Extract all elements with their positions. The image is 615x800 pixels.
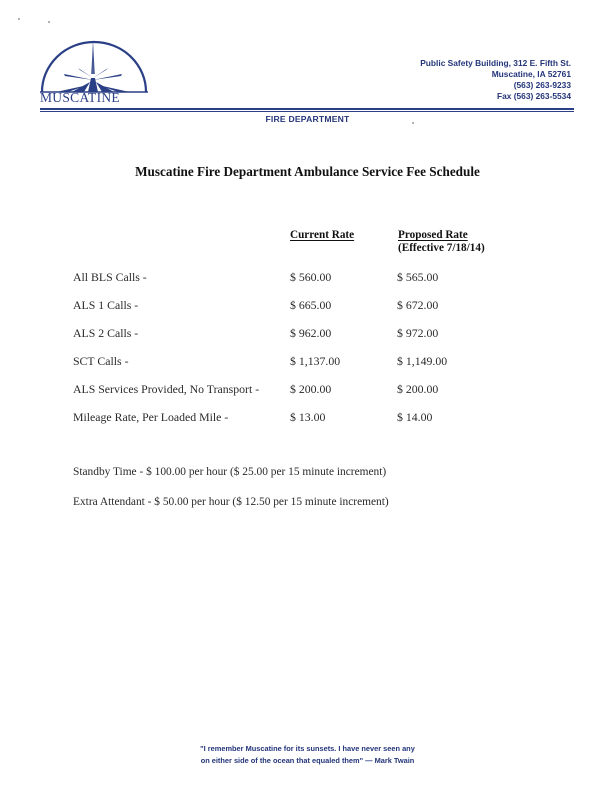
fee-label: ALS 2 Calls -	[73, 326, 139, 340]
header-rule-thin	[40, 111, 574, 112]
current-rate-header: Current Rate	[290, 229, 355, 241]
address-block	[420, 58, 571, 102]
address-line: Muscatine, IA 52761	[491, 69, 571, 79]
column-header-current	[290, 229, 354, 242]
fax-line: Fax (563) 263-5534	[496, 91, 571, 101]
fee-row	[73, 382, 493, 410]
standby-time-note: Standby Time - $ 100.00 per hour ($ 25.00 per 15 minute increment)	[73, 466, 387, 478]
extra-attendant-note: Extra Attendant - $ 50.00 per hour ($ 12.50 per 15 minute increment)	[73, 496, 389, 508]
fee-label: All BLS Calls -	[73, 270, 147, 284]
fee-label: SCT Calls -	[73, 354, 129, 368]
phone-line: (563) 263-9233	[513, 80, 571, 90]
header-rule	[40, 108, 574, 110]
quote-line: on either side of the ocean that equaled them" — Mark Twain	[200, 756, 415, 765]
scan-speck	[412, 122, 414, 124]
proposed-effective-date: (Effective 7/18/14)	[398, 242, 485, 254]
fee-row	[73, 270, 493, 298]
proposed-rate: $ 972.00	[397, 326, 439, 340]
current-rate: $ 1,137.00	[290, 354, 341, 368]
fee-label: ALS 1 Calls -	[73, 298, 139, 312]
proposed-rate: $ 14.00	[397, 410, 433, 424]
scan-speck	[48, 21, 50, 23]
footer-quote	[0, 743, 615, 767]
proposed-rate: $ 200.00	[397, 382, 439, 396]
current-rate: $ 560.00	[290, 270, 332, 284]
fee-row	[73, 326, 493, 354]
scan-speck	[18, 18, 20, 20]
address-line: Public Safety Building, 312 E. Fifth St.	[420, 58, 571, 68]
column-header-proposed	[398, 229, 485, 255]
fee-label: ALS Services Provided, No Transport -	[73, 382, 260, 396]
quote-line: "I remember Muscatine for its sunsets. I have never seen any	[200, 744, 415, 753]
logo-wordmark: MUSCATINE	[40, 90, 120, 105]
document-title: Muscatine Fire Department Ambulance Service Fee Schedule	[135, 164, 480, 179]
fee-row	[73, 410, 493, 438]
proposed-rate: $ 672.00	[397, 298, 439, 312]
proposed-rate: $ 1,149.00	[397, 354, 448, 368]
proposed-rate-header: Proposed Rate	[398, 229, 468, 241]
department-name: FIRE DEPARTMENT	[265, 114, 350, 124]
proposed-rate: $ 565.00	[397, 270, 439, 284]
current-rate: $ 200.00	[290, 382, 332, 396]
current-rate: $ 665.00	[290, 298, 332, 312]
fee-table	[73, 270, 493, 438]
fee-label: Mileage Rate, Per Loaded Mile -	[73, 410, 229, 424]
current-rate: $ 962.00	[290, 326, 332, 340]
current-rate: $ 13.00	[290, 410, 326, 424]
fee-row	[73, 298, 493, 326]
fee-row	[73, 354, 493, 382]
